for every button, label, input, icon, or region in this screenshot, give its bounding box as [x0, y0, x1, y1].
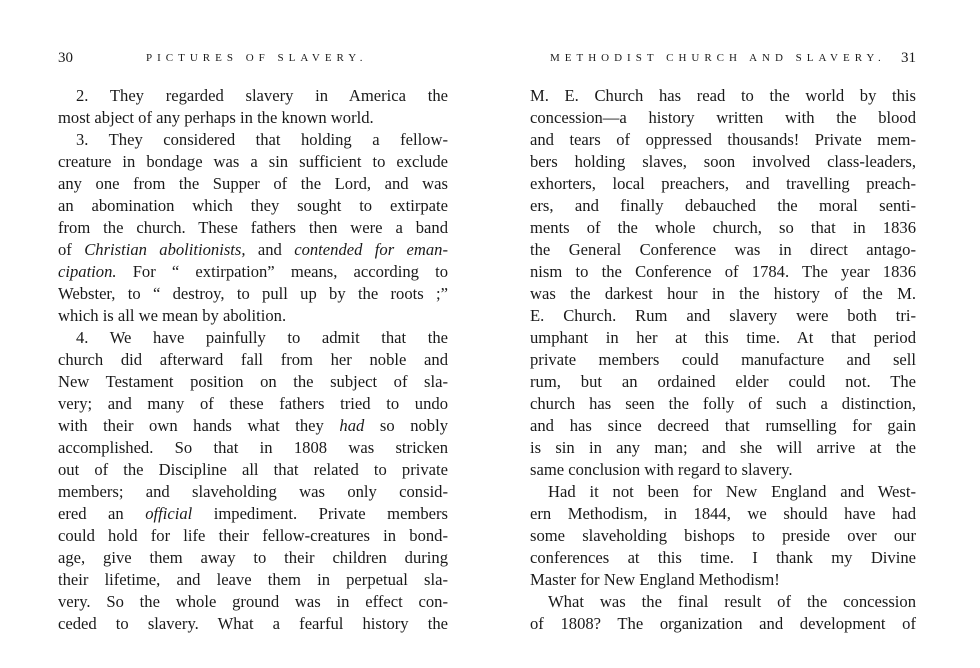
text-span: and: [245, 240, 295, 259]
text-line: from the church. These fathers then were a band: [58, 218, 448, 237]
text-line: was the darkest hour in the history of the M.: [530, 284, 916, 303]
italic-text: contended for eman-: [294, 240, 448, 259]
text-line: ers, and finally debauched the moral senti-: [530, 196, 916, 215]
right-page-header: [530, 50, 916, 70]
text-line: E. Church. Rum and slavery were both tri-: [530, 306, 916, 325]
italic-text: official: [145, 504, 193, 523]
text-line: 3. They considered that holding a fellow-: [76, 130, 448, 149]
text-line: ments of the whole church, so that in 1836: [530, 218, 916, 237]
text-line: conferences at this time. I thank my Divine: [530, 548, 916, 567]
text-line: and tears of oppressed thousands! Private mem-: [530, 130, 916, 149]
italic-text: had: [339, 416, 365, 435]
text-line: out of the Discipline all that related to private: [58, 460, 448, 479]
text-line: the General Conference was in direct antago-: [530, 240, 916, 259]
text-line: most abject of any perhaps in the known world.: [58, 108, 374, 127]
text-line: church has seen the folly of such a distinction,: [530, 394, 916, 413]
italic-text: Christian abolitionists,: [84, 240, 246, 259]
text-line: is sin in any man; and she will arrive at the: [530, 438, 916, 457]
text-line: church did afterward fall from her noble and: [58, 350, 448, 369]
left-page-body: [58, 85, 448, 635]
text-line: same conclusion with regard to slavery.: [530, 460, 793, 479]
text-line: rum, but an ordained elder could not. The: [530, 372, 916, 391]
text-line: [58, 239, 448, 261]
text-span: so nobly: [364, 416, 448, 435]
text-line: 2. They regarded slavery in America the: [76, 86, 448, 105]
text-line: could hold for life their fellow-creatures in bond-: [58, 526, 448, 545]
text-span: For “ extirpation” means, according to: [116, 262, 448, 281]
text-line: of 1808? The organization and development of: [530, 614, 916, 633]
text-line: concession—a history written with the blood: [530, 108, 916, 127]
left-page-header: [58, 50, 448, 70]
text-line: bers holding slaves, soon involved class-leaders,: [530, 152, 916, 171]
right-page-body: [530, 85, 916, 635]
right-page-number: 31: [901, 50, 916, 66]
text-line: M. E. Church has read to the world by this: [530, 86, 916, 105]
text-line: any one from the Supper of the Lord, and was: [58, 174, 448, 193]
text-line: Master for New England Methodism!: [530, 570, 780, 589]
text-span: impediment. Private members: [192, 504, 449, 523]
right-running-head: METHODIST CHURCH AND SLAVERY.: [550, 52, 886, 64]
text-line: ern Methodism, in 1844, we should have had: [530, 504, 916, 523]
text-line: ceded to slavery. What a fearful history the: [58, 614, 448, 633]
text-line: some slaveholding bishops to preside over our: [530, 526, 916, 545]
text-line: accomplished. So that in 1808 was stricken: [58, 438, 448, 457]
text-line: an abomination which they sought to extirpate: [58, 196, 448, 215]
text-line: which is all we mean by abolition.: [58, 306, 287, 325]
text-line: exhorters, local preachers, and travelling preach-: [530, 174, 916, 193]
text-line: very; and many of these fathers tried to undo: [58, 394, 448, 413]
text-line: Had it not been for New England and West-: [548, 482, 916, 501]
text-line: age, give them away to their children during: [58, 548, 448, 567]
text-line: members; and slaveholding was only consid-: [58, 482, 448, 501]
text-line: [58, 261, 448, 283]
text-span: with their own hands what they: [58, 416, 340, 435]
text-span: of: [58, 240, 85, 259]
text-line: What was the final result of the concession: [548, 592, 916, 611]
text-line: Webster, to “ destroy, to pull up by the roots ;”: [58, 284, 448, 303]
text-line: nism to the Conference of 1784. The year 1836: [530, 262, 916, 281]
text-line: [58, 415, 448, 437]
right-page: [530, 0, 916, 668]
text-line: 4. We have painfully to admit that the: [76, 328, 448, 347]
text-line: creature in bondage was a sin sufficient to exclude: [58, 152, 448, 171]
text-line: and has since decreed that rumselling for gain: [530, 416, 916, 435]
left-page-number: 30: [58, 50, 73, 66]
text-line: New Testament position on the subject of sla-: [58, 372, 448, 391]
text-line: umphant in her at this time. At that period: [530, 328, 916, 347]
text-line: [58, 503, 448, 525]
text-line: private members could manufacture and sell: [530, 350, 916, 369]
left-running-head: PICTURES OF SLAVERY.: [146, 52, 368, 64]
italic-text: cipation.: [58, 262, 117, 281]
left-page: [58, 0, 448, 668]
text-line: very. So the whole ground was in effect con-: [58, 592, 448, 611]
text-span: ered an: [58, 504, 146, 523]
text-line: their lifetime, and leave them in perpetual sla-: [58, 570, 448, 589]
